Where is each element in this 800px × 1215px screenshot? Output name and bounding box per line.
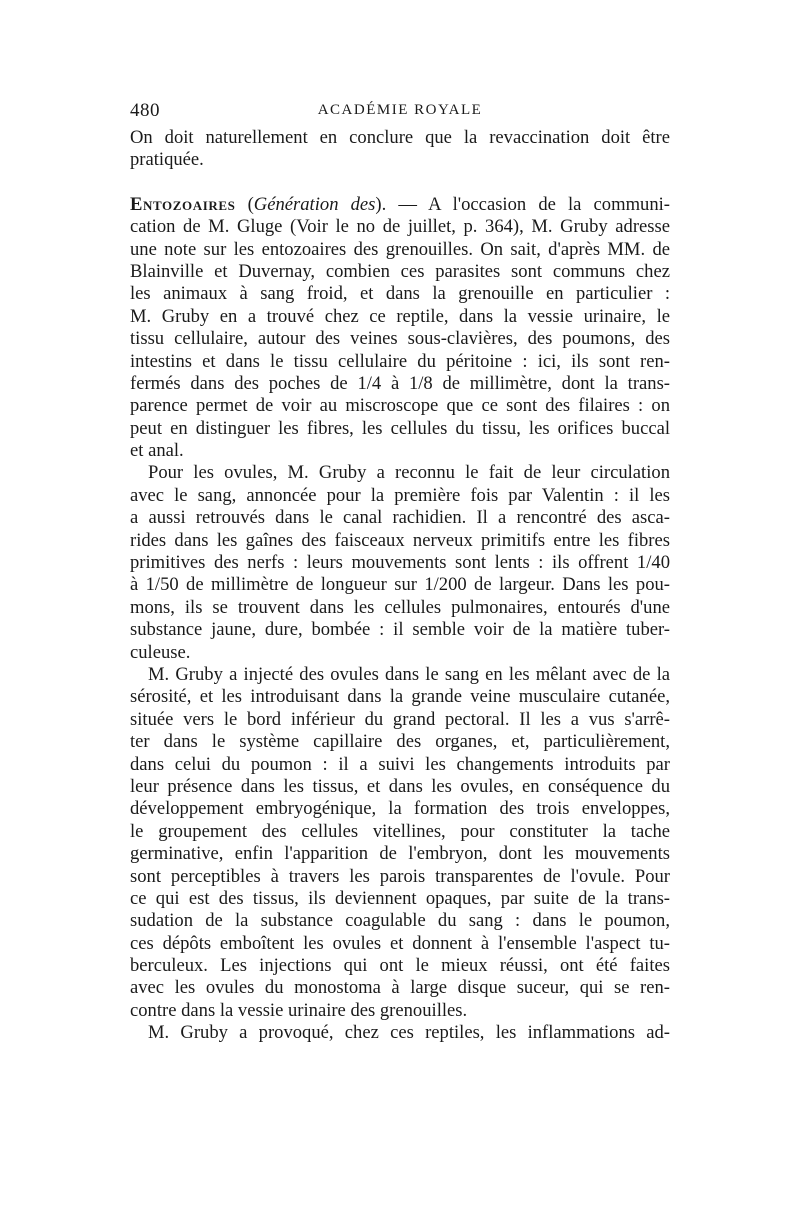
text-line: berculeux. Les injections qui ont le mieux réussi, ont été faites — [130, 955, 670, 977]
text-line: le groupement des cellules vitellines, pour constituter la tache — [130, 820, 670, 842]
text-line: substance jaune, dure, bombée : il semble voir de la matière tuber- — [130, 619, 670, 641]
text-line: intestins et dans le tissu cellulaire du péritoine : ici, ils sont ren- — [130, 350, 670, 372]
text-line: cation de M. Gluge (Voir le no de juillet, p. 364), M. Gruby adresse — [130, 216, 670, 238]
page-header — [130, 100, 670, 126]
text-line: tissu cellulaire, autour des veines sous-clavières, des poumons, des — [130, 328, 670, 350]
paragraph-entozoaires — [130, 194, 670, 463]
section-heading: Entozoaires — [130, 193, 236, 215]
text-line: ce qui est des tissus, ils deviennent opaques, par suite de la trans- — [130, 887, 670, 909]
text-line: leur présence dans les tissus, et dans les ovules, en conséquence du — [130, 775, 670, 797]
text-line: fermés dans des poches de 1/4 à 1/8 de millimètre, dont la trans- — [130, 372, 670, 394]
paragraph — [130, 664, 670, 1022]
heading-tail: ). — A l'occasion de la communi- — [375, 193, 670, 215]
text-line: sont perceptibles à travers les parois transparentes de l'ovule. Pour — [130, 865, 670, 887]
text-line: située vers le bord inférieur du grand pectoral. Il les a vus s'arrê- — [130, 708, 670, 730]
paragraph — [130, 462, 670, 664]
body-text — [130, 127, 670, 1045]
text-line: avec le sang, annoncée pour la première fois par Valentin : il les — [130, 484, 670, 506]
text-line: rides dans les gaînes des faisceaux nerveux primitifs entre les fibres — [130, 529, 670, 551]
text-line: ces dépôts emboîtent les ovules et donnent à l'ensemble l'aspect tu- — [130, 932, 670, 954]
heading-italic: Génération des — [253, 193, 376, 215]
text-line: Blainville et Duvernay, combien ces parasites sont communs chez — [130, 260, 670, 282]
text-line: M. Gruby a injecté des ovules dans le sang en les mêlant avec de la — [148, 663, 670, 685]
text-line: sérosité, et les introduisant dans la grande veine musculaire cutanée, — [130, 686, 670, 708]
text-line: germinative, enfin l'apparition de l'embryon, dont les mouvements — [130, 843, 670, 865]
text-line: parence permet de voir au miscroscope que ce sont des filaires : on — [130, 395, 670, 417]
text-line: mons, ils se trouvent dans les cellules pulmonaires, entourés d'une — [130, 596, 670, 618]
paragraph — [130, 1022, 670, 1044]
text-line: une note sur les entozoaires des grenouilles. On sait, d'après MM. de — [130, 238, 670, 260]
text-line: a aussi retrouvés dans le canal rachidien. Il a rencontré des asca- — [130, 507, 670, 529]
text-line: développement embryogénique, la formation des trois enveloppes, — [130, 798, 670, 820]
paragraph-gap — [130, 172, 670, 194]
text-line: dans celui du poumon : il a suivi les changements introduits par — [130, 753, 670, 775]
heading-paren: ( — [235, 193, 254, 215]
text-line: M. Gruby en a trouvé chez ce reptile, dans la vessie urinaire, le — [130, 305, 670, 327]
paragraph — [130, 127, 670, 172]
text-line: On doit naturellement en conclure que la revaccination doit être — [130, 127, 670, 148]
page-number: 480 — [130, 100, 160, 121]
text-line: peut en distinguer les fibres, les cellules du tissu, les orifices buccal — [130, 417, 670, 439]
text-line: les animaux à sang froid, et dans la grenouille en particulier : — [130, 283, 670, 305]
text-line: culeuse. — [130, 641, 191, 663]
text-line: ter dans le système capillaire des organes, et, particulièrement, — [130, 731, 670, 753]
text-line: primitives des nerfs : leurs mouvements sont lents : ils offrent 1/40 — [130, 552, 670, 574]
text-line: sudation de la substance coagulable du sang : dans le poumon, — [130, 910, 670, 932]
text-line: pratiquée. — [130, 149, 204, 171]
text-line: à 1/50 de millimètre de longueur sur 1/200 de largeur. Dans les pou- — [130, 574, 670, 596]
text-line: contre dans la vessie urinaire des grenouilles. — [130, 999, 468, 1021]
text-line: et anal. — [130, 440, 184, 462]
text-line: Pour les ovules, M. Gruby a reconnu le fait de leur circulation — [148, 462, 670, 484]
section-heading-line — [130, 194, 670, 216]
text-line: avec les ovules du monostoma à large disque suceur, qui se ren- — [130, 977, 670, 999]
text-line: M. Gruby a provoqué, chez ces reptiles, les inflammations ad- — [148, 1022, 670, 1044]
running-head: ACADÉMIE ROYALE — [317, 102, 483, 118]
